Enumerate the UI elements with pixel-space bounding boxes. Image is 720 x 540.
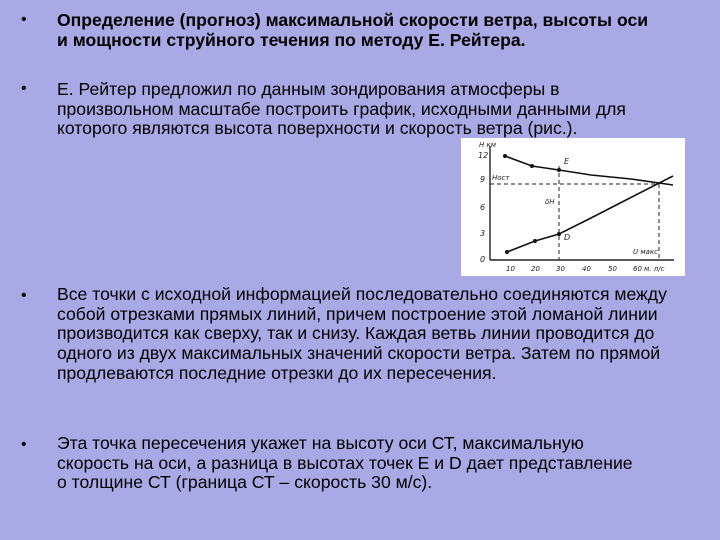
bullet-4: • <box>21 436 27 453</box>
x-tick-10: 10 <box>506 265 515 273</box>
lower-point <box>505 250 509 254</box>
graph-svg <box>461 138 685 276</box>
y-tick-0: 0 <box>480 255 486 264</box>
lower-point <box>533 239 537 243</box>
point-e-label: E <box>564 157 570 166</box>
lower-point <box>557 232 561 236</box>
x-unit-label: м. л/с <box>644 265 665 273</box>
x-tick-20: 20 <box>531 265 540 273</box>
paragraph-method: Е. Рейтер предложил по данным зондирования атмосферы в произвольном масштабе построить график, исходными данными для которого являются высота поверхности и скорость ветра (рис.). <box>57 79 626 139</box>
paragraph-intersection: Эта точка пересечения укажет на высоту оси СТ, максимальную скорость на оси, а разница в высотах точек Е и D дает представление о толщине СТ (граница СТ – скорость 30 м/с). <box>57 433 633 493</box>
x-tick-30: 30 <box>556 265 565 273</box>
upper-branch-line <box>505 156 673 185</box>
bullet-2: • <box>21 80 27 97</box>
paragraph-construction: Все точки с исходной информацией последовательно соединяются между собой отрезками прямых линий, причем построение этой ломаной линии производится как сверху, так и снизу. Каждая ветвь линии проводится до одного из двух максимальных значений скорости ветра. Затем по прямой продлеваются последние отрезки до их пересечения. <box>57 284 667 383</box>
figure-reuter-graph <box>461 138 685 276</box>
x-tick-40: 40 <box>582 265 591 273</box>
upper-point <box>557 168 561 172</box>
upper-point <box>530 164 534 168</box>
upper-point <box>503 154 507 158</box>
y-tick-12: 12 <box>478 151 489 160</box>
y-tick-6: 6 <box>480 203 486 212</box>
x-tick-60: 60 <box>633 265 642 273</box>
y-axis-label: H км <box>479 141 496 149</box>
paragraph-title: Определение (прогноз) максимальной скорости ветра, высоты оси и мощности струйного течения по методу Е. Рейтера. <box>57 10 649 50</box>
y-tick-3: 3 <box>480 229 486 238</box>
bullet-1: • <box>21 11 27 28</box>
x-tick-50: 50 <box>608 265 617 273</box>
y-tick-9: 9 <box>480 175 486 184</box>
lower-branch-line <box>507 176 673 252</box>
u-max-label: U макс <box>633 248 658 256</box>
h-ost-label: Hост <box>492 174 510 182</box>
bullet-3: • <box>21 287 27 304</box>
dh-label: δH <box>545 198 555 206</box>
point-d-label: D <box>564 233 571 242</box>
